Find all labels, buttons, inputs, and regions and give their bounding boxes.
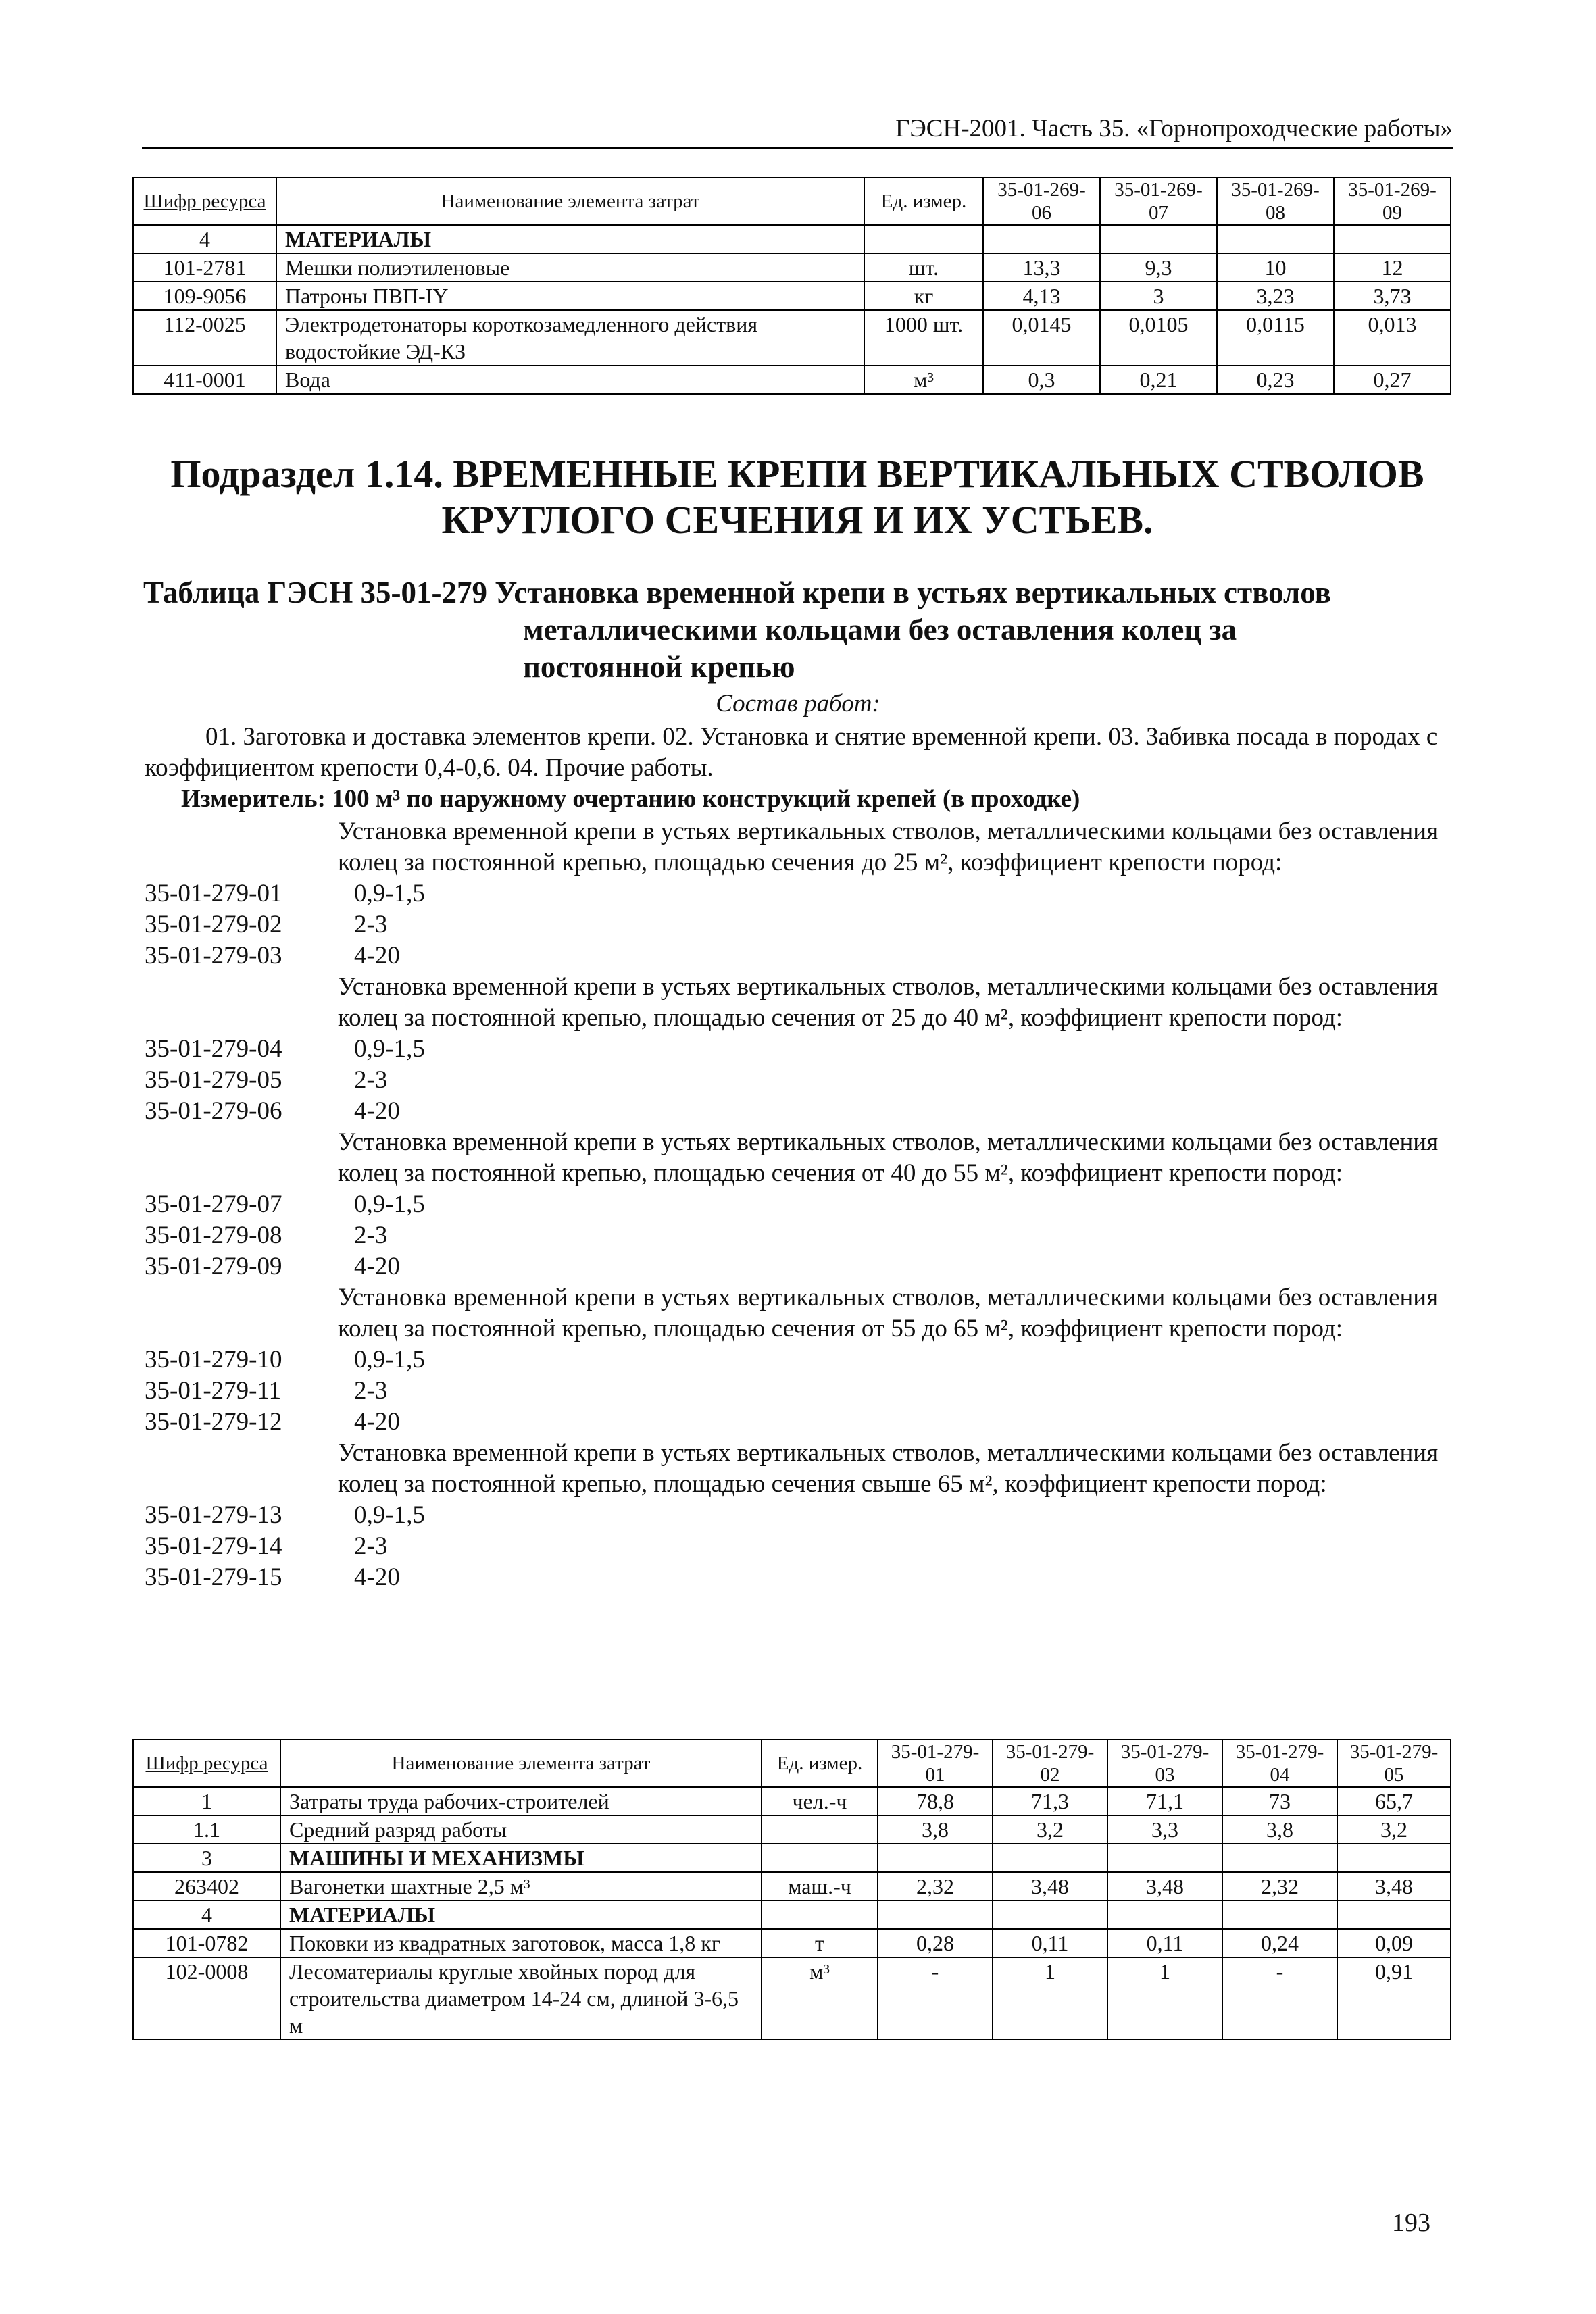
resource-name: Поковки из квадратных заготовок, масса 1,8 кг bbox=[280, 1929, 762, 1957]
norm-value: 0,0145 bbox=[983, 310, 1100, 366]
norm-item bbox=[145, 1407, 1449, 1438]
group-description: Установка временной крепи в устьях вертикальных стволов, металлическими кольцами без оставления колец за постоянной крепью, площадью сечения от 25 до 40 м², коэффициент крепости пород: bbox=[338, 973, 1439, 1032]
table-row bbox=[133, 1815, 1451, 1844]
norm-item bbox=[145, 1065, 1449, 1096]
resource-code: 411-0001 bbox=[133, 366, 276, 394]
table-row bbox=[133, 1872, 1451, 1901]
col-header-name: Наименование элемента затрат bbox=[280, 1740, 762, 1787]
norm-item bbox=[145, 909, 1449, 940]
col-header-norm: 35-01-279-02 bbox=[993, 1740, 1107, 1787]
col-header-unit: Ед. измер. bbox=[864, 178, 983, 225]
norm-value: 10 bbox=[1217, 253, 1334, 282]
norm-value: 2,32 bbox=[878, 1872, 993, 1901]
col-header-code: Шифр ресурса bbox=[133, 1740, 280, 1787]
resource-code: 102-0008 bbox=[133, 1957, 280, 2040]
norm-range: 4-20 bbox=[354, 1097, 400, 1125]
resource-unit bbox=[762, 1815, 878, 1844]
norm-value: 0,27 bbox=[1334, 366, 1451, 394]
group-description: Установка временной крепи в устьях вертикальных стволов, металлическими кольцами без оставления колец за постоянной крепью, площадью сечения от 55 до 65 м², коэффициент крепости пород: bbox=[338, 1284, 1439, 1342]
col-header-norm: 35-01-269-09 bbox=[1334, 178, 1451, 225]
norm-item bbox=[145, 940, 1449, 972]
table-title-line1: Таблица ГЭСН 35-01-279 Установка временной крепи в устьях вертикальных стволов bbox=[143, 576, 1331, 609]
norm-value: 3 bbox=[1100, 282, 1217, 310]
norm-value: 0,013 bbox=[1334, 310, 1451, 366]
norm-item bbox=[145, 1562, 1449, 1593]
norm-code: 35-01-279-07 bbox=[145, 1190, 282, 1218]
table-row bbox=[133, 310, 1451, 366]
table-row bbox=[133, 282, 1451, 310]
norm-range: 0,9-1,5 bbox=[354, 880, 425, 907]
norm-value: 0,23 bbox=[1217, 366, 1334, 394]
norm-value: 0,24 bbox=[1222, 1929, 1337, 1957]
norm-group bbox=[145, 1127, 1449, 1282]
col-header-norm: 35-01-279-05 bbox=[1337, 1740, 1451, 1787]
work-description: 01. Заготовка и доставка элементов крепи. 02. Установка и снятие временной крепи. 03. Забивка посада в породах с коэффициентом крепости 0,4-0,6. 04. Прочие работы. bbox=[145, 723, 1438, 782]
norm-code: 35-01-279-03 bbox=[145, 942, 282, 970]
norm-range: 0,9-1,5 bbox=[354, 1501, 425, 1529]
norm-range: 2-3 bbox=[354, 1377, 388, 1405]
page-number: 193 bbox=[1392, 2209, 1430, 2237]
norm-value: 3,48 bbox=[993, 1872, 1107, 1901]
col-header-norm: 35-01-269-07 bbox=[1100, 178, 1217, 225]
table-header-row bbox=[133, 1740, 1451, 1787]
norm-value: 0,11 bbox=[1107, 1929, 1222, 1957]
norm-group bbox=[145, 972, 1449, 1127]
norm-range: 4-20 bbox=[354, 1563, 400, 1591]
group-description: Установка временной крепи в устьях вертикальных стволов, металлическими кольцами без оставления колец за постоянной крепью, площадью сечения от 40 до 55 м², коэффициент крепости пород: bbox=[338, 1128, 1439, 1187]
table-section-row bbox=[133, 225, 1451, 253]
table-row bbox=[133, 253, 1451, 282]
norm-group bbox=[145, 1282, 1449, 1438]
norm-range: 4-20 bbox=[354, 942, 400, 970]
norm-range: 2-3 bbox=[354, 1222, 388, 1249]
norm-range: 2-3 bbox=[354, 1532, 388, 1560]
resource-unit: шт. bbox=[864, 253, 983, 282]
norm-item bbox=[145, 1376, 1449, 1407]
norm-code: 35-01-279-15 bbox=[145, 1563, 282, 1591]
norm-group bbox=[145, 1438, 1449, 1593]
resource-name: Патроны ПВП-IY bbox=[276, 282, 864, 310]
col-header-norm: 35-01-279-04 bbox=[1222, 1740, 1337, 1787]
norm-code: 35-01-279-10 bbox=[145, 1346, 282, 1374]
norm-value: 3,73 bbox=[1334, 282, 1451, 310]
norm-code: 35-01-279-01 bbox=[145, 880, 282, 907]
norm-value: - bbox=[878, 1957, 993, 2040]
table-row bbox=[133, 1957, 1451, 2040]
norm-range: 0,9-1,5 bbox=[354, 1035, 425, 1063]
norm-item bbox=[145, 1189, 1449, 1220]
resource-name: Лесоматериалы круглые хвойных пород для строительства диаметром 14-24 см, длиной 3-6,5 м bbox=[280, 1957, 762, 2040]
norm-range: 0,9-1,5 bbox=[354, 1346, 425, 1374]
norm-item bbox=[145, 1034, 1449, 1065]
col-header-unit: Ед. измер. bbox=[762, 1740, 878, 1787]
resource-unit: чел.-ч bbox=[762, 1787, 878, 1815]
norm-group bbox=[145, 816, 1449, 972]
norm-item bbox=[145, 1500, 1449, 1531]
resource-unit: т bbox=[762, 1929, 878, 1957]
norm-item bbox=[145, 1096, 1449, 1127]
norm-item bbox=[145, 1220, 1449, 1251]
norm-item bbox=[145, 1344, 1449, 1376]
norm-code: 35-01-279-08 bbox=[145, 1222, 282, 1249]
resource-table-269 bbox=[132, 177, 1451, 395]
norm-range: 4-20 bbox=[354, 1408, 400, 1436]
norm-value: 73 bbox=[1222, 1787, 1337, 1815]
resource-name: Затраты труда рабочих-строителей bbox=[280, 1787, 762, 1815]
section-name: МАТЕРИАЛЫ bbox=[280, 1901, 762, 1929]
table-row bbox=[133, 366, 1451, 394]
norm-value: 3,48 bbox=[1107, 1872, 1222, 1901]
norm-value: 0,21 bbox=[1100, 366, 1217, 394]
table-row bbox=[133, 1787, 1451, 1815]
norm-value: 9,3 bbox=[1100, 253, 1217, 282]
measurement-unit: Измеритель: 100 м³ по наружному очертанию конструкций крепей (в проходке) bbox=[181, 785, 1080, 813]
resource-unit: м³ bbox=[864, 366, 983, 394]
norm-value: 3,8 bbox=[1222, 1815, 1337, 1844]
resource-table-279 bbox=[132, 1739, 1451, 2040]
resource-code: 101-2781 bbox=[133, 253, 276, 282]
resource-code: 1 bbox=[133, 1787, 280, 1815]
section-name: МАТЕРИАЛЫ bbox=[276, 225, 864, 253]
norm-value: - bbox=[1222, 1957, 1337, 2040]
resource-name: Электродетонаторы короткозамедленного действия водостойкие ЭД-КЗ bbox=[276, 310, 864, 366]
norm-value: 3,23 bbox=[1217, 282, 1334, 310]
norm-code: 35-01-279-04 bbox=[145, 1035, 282, 1063]
group-description: Установка временной крепи в устьях вертикальных стволов, металлическими кольцами без оставления колец за постоянной крепью, площадью сечения до 25 м², коэффициент крепости пород: bbox=[338, 818, 1439, 876]
col-header-norm: 35-01-279-01 bbox=[878, 1740, 993, 1787]
norm-value: 3,2 bbox=[1337, 1815, 1451, 1844]
norm-listing bbox=[145, 816, 1449, 1593]
section-code: 4 bbox=[133, 225, 276, 253]
norm-value: 0,11 bbox=[993, 1929, 1107, 1957]
col-header-norm: 35-01-269-06 bbox=[983, 178, 1100, 225]
norm-range: 4-20 bbox=[354, 1253, 400, 1280]
table-header-row bbox=[133, 178, 1451, 225]
resource-code: 1.1 bbox=[133, 1815, 280, 1844]
resource-code: 101-0782 bbox=[133, 1929, 280, 1957]
norm-code: 35-01-279-11 bbox=[145, 1377, 282, 1405]
norm-value: 3,48 bbox=[1337, 1872, 1451, 1901]
norm-range: 2-3 bbox=[354, 1066, 388, 1094]
norm-value: 1 bbox=[1107, 1957, 1222, 2040]
work-caption: Состав работ: bbox=[716, 690, 880, 718]
norm-item bbox=[145, 1251, 1449, 1282]
section-title: Подраздел 1.14. ВРЕМЕННЫЕ КРЕПИ ВЕРТИКАЛЬНЫХ СТВОЛОВ КРУГЛОГО СЕЧЕНИЯ И ИХ УСТЬЕВ. bbox=[170, 452, 1424, 542]
norm-value: 71,3 bbox=[993, 1787, 1107, 1815]
norm-value: 0,28 bbox=[878, 1929, 993, 1957]
resource-unit: м³ bbox=[762, 1957, 878, 2040]
norm-code: 35-01-279-09 bbox=[145, 1253, 282, 1280]
resource-code: 263402 bbox=[133, 1872, 280, 1901]
norm-value: 0,09 bbox=[1337, 1929, 1451, 1957]
col-header-name: Наименование элемента затрат bbox=[276, 178, 864, 225]
table-title bbox=[143, 574, 1427, 686]
section-name: МАШИНЫ И МЕХАНИЗМЫ bbox=[280, 1844, 762, 1872]
resource-name: Вода bbox=[276, 366, 864, 394]
norm-value: 13,3 bbox=[983, 253, 1100, 282]
resource-code: 112-0025 bbox=[133, 310, 276, 366]
norm-value: 0,0105 bbox=[1100, 310, 1217, 366]
norm-value: 3,3 bbox=[1107, 1815, 1222, 1844]
norm-value: 65,7 bbox=[1337, 1787, 1451, 1815]
table-row bbox=[133, 1929, 1451, 1957]
norm-code: 35-01-279-06 bbox=[145, 1097, 282, 1125]
section-code: 3 bbox=[133, 1844, 280, 1872]
resource-unit: кг bbox=[864, 282, 983, 310]
norm-value: 3,2 bbox=[993, 1815, 1107, 1844]
norm-value: 0,3 bbox=[983, 366, 1100, 394]
norm-value: 12 bbox=[1334, 253, 1451, 282]
norm-code: 35-01-279-13 bbox=[145, 1501, 282, 1529]
group-description: Установка временной крепи в устьях вертикальных стволов, металлическими кольцами без оставления колец за постоянной крепью, площадью сечения свыше 65 м², коэффициент крепости пород: bbox=[338, 1439, 1439, 1498]
norm-item bbox=[145, 1531, 1449, 1562]
table-section-row bbox=[133, 1901, 1451, 1929]
resource-unit: 1000 шт. bbox=[864, 310, 983, 366]
norm-value: 0,0115 bbox=[1217, 310, 1334, 366]
col-header-code: Шифр ресурса bbox=[133, 178, 276, 225]
col-header-norm: 35-01-279-03 bbox=[1107, 1740, 1222, 1787]
col-header-norm: 35-01-269-08 bbox=[1217, 178, 1334, 225]
norm-value: 2,32 bbox=[1222, 1872, 1337, 1901]
section-code: 4 bbox=[133, 1901, 280, 1929]
norm-code: 35-01-279-02 bbox=[145, 911, 282, 938]
norm-value: 3,8 bbox=[878, 1815, 993, 1844]
norm-code: 35-01-279-14 bbox=[145, 1532, 282, 1560]
table-title-rest: металлическими кольцами без оставления колец за постоянной крепью bbox=[523, 613, 1237, 684]
norm-value: 4,13 bbox=[983, 282, 1100, 310]
norm-range: 2-3 bbox=[354, 911, 388, 938]
norm-item bbox=[145, 878, 1449, 909]
norm-value: 78,8 bbox=[878, 1787, 993, 1815]
resource-name: Мешки полиэтиленовые bbox=[276, 253, 864, 282]
resource-name: Вагонетки шахтные 2,5 м³ bbox=[280, 1872, 762, 1901]
norm-range: 0,9-1,5 bbox=[354, 1190, 425, 1218]
page-header: ГЭСН-2001. Часть 35. «Горнопроходческие работы» bbox=[142, 114, 1453, 149]
norm-value: 0,91 bbox=[1337, 1957, 1451, 2040]
norm-code: 35-01-279-05 bbox=[145, 1066, 282, 1094]
resource-code: 109-9056 bbox=[133, 282, 276, 310]
resource-unit: маш.-ч bbox=[762, 1872, 878, 1901]
norm-value: 71,1 bbox=[1107, 1787, 1222, 1815]
norm-value: 1 bbox=[993, 1957, 1107, 2040]
norm-code: 35-01-279-12 bbox=[145, 1408, 282, 1436]
table-section-row bbox=[133, 1844, 1451, 1872]
resource-name: Средний разряд работы bbox=[280, 1815, 762, 1844]
